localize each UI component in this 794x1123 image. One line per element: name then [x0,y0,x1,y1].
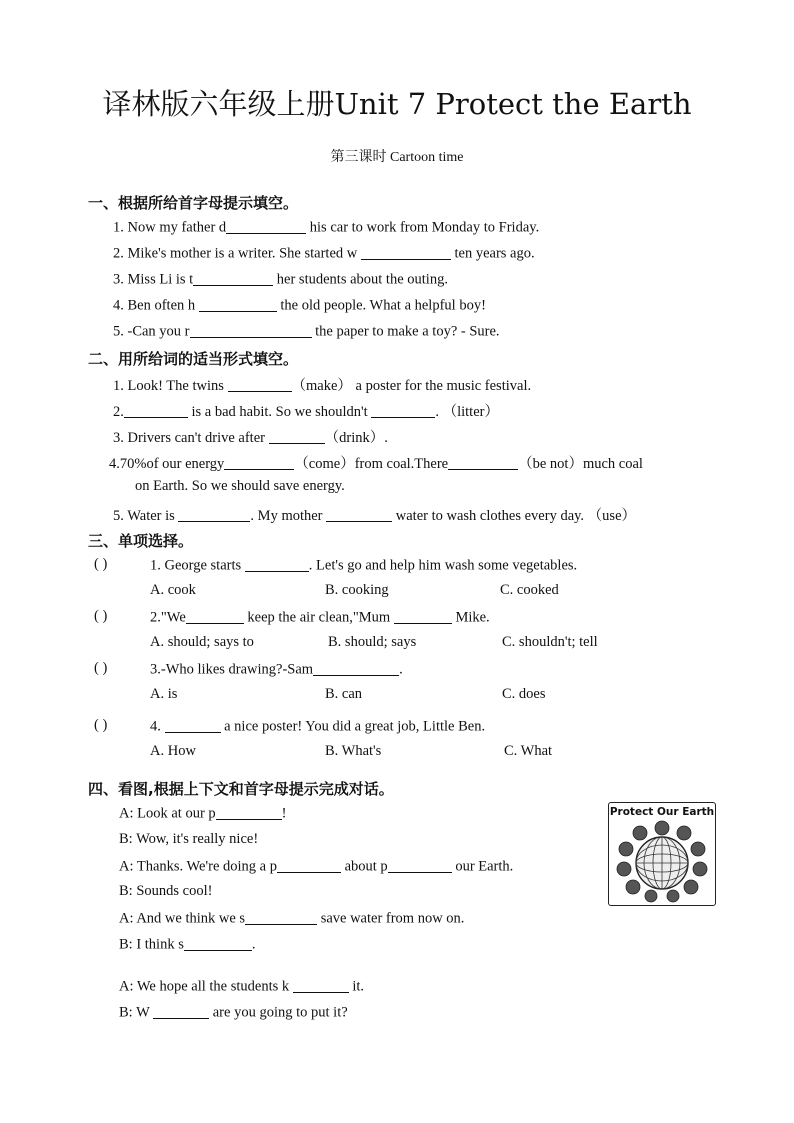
answer-blank[interactable] [361,244,451,260]
s3-q2-option-b[interactable]: B. should; says [328,634,417,650]
s3-q1-option-c[interactable]: C. cooked [500,582,559,598]
answer-blank [186,608,244,624]
answer-blank[interactable] [277,857,341,873]
s3-q2-option-c[interactable]: C. shouldn't; tell [502,634,598,650]
answer-blank[interactable] [199,296,277,312]
answer-paren[interactable]: ( ) [94,660,108,676]
answer-blank[interactable] [216,804,282,820]
dialog-line: B: W are you going to put it? [119,1004,348,1021]
s2-item-4: 4.70%of our energy （come）from coal.There （be not）much coal [109,456,643,472]
section-3-heading: 三、单项选择。 [88,532,194,550]
answer-blank[interactable] [193,270,273,286]
dialog-line: B: Wow, it's really nice! [119,831,259,847]
answer-blank[interactable] [153,1003,209,1019]
s2-item-5: 5. Water is . My mother water to wash clothes every day. （use） [113,508,637,524]
s3-q4-option-c[interactable]: C. What [504,743,553,759]
answer-blank[interactable] [228,377,292,393]
answer-blank[interactable] [269,429,325,445]
s3-q2-option-a[interactable]: A. should; says to [150,634,254,650]
dialog-line: A: Thanks. We're doing a p about p our Earth. [119,858,514,875]
section-1-heading: 一、根据所给首字母提示填空。 [88,194,299,212]
answer-blank[interactable] [371,403,435,419]
section-4-heading: 四、看图,根据上下文和首字母提示完成对话。 [88,780,394,798]
s3-question-2: 2."We keep the air clean,"Mum Mike. [150,609,490,626]
answer-blank[interactable] [184,935,252,951]
s3-question-1: 1. George starts . Let's go and help him wash some vegetables. [150,557,578,574]
section-2-heading: 二、用所给词的适当形式填空。 [88,350,299,368]
s3-q3-option-c[interactable]: C. does [502,686,546,702]
answer-blank[interactable] [245,909,317,925]
answer-blank[interactable] [388,857,452,873]
answer-blank[interactable] [326,507,392,523]
dialog-line: B: I think s . [119,936,256,953]
s3-question-4: 4. a nice poster! You did a great job, Little Ben. [150,718,486,735]
s3-q1-option-a[interactable]: A. cook [150,582,196,598]
s2-item-1: 1. Look! The twins （make） a poster for the music festival. [113,378,532,394]
s1-item-1: 1. Now my father d his car to work from Monday to Friday. [113,219,540,236]
s1-item-2: 2. Mike's mother is a writer. She started w ten years ago. [113,245,535,262]
s3-q1-option-b[interactable]: B. cooking [325,582,389,598]
dialog-line: A: We hope all the students k it. [119,978,365,995]
answer-paren[interactable]: ( ) [94,717,108,733]
s3-q3-option-b[interactable]: B. can [325,686,363,702]
s1-item-3: 3. Miss Li is t her students about the outing. [113,271,448,288]
answer-paren[interactable]: ( ) [94,608,108,624]
s3-q4-option-b[interactable]: B. What's [325,743,382,759]
s1-item-5: 5. -Can you r the paper to make a toy? - Sure. [113,323,500,340]
s1-item-4: 4. Ben often h the old people. What a helpful boy! [113,297,486,314]
poster-image [608,802,716,906]
answer-blank [313,660,399,676]
answer-paren[interactable]: ( ) [94,556,108,572]
answer-blank[interactable] [124,403,188,419]
s2-item-4-cont: on Earth. So we should save energy. [135,478,345,494]
s3-question-3: 3.-Who likes drawing?-Sam . [150,661,403,678]
s2-item-3: 3. Drivers can't drive after （drink）. [113,430,388,446]
answer-blank[interactable] [190,322,312,338]
answer-blank [394,608,452,624]
s3-q4-option-a[interactable]: A. How [150,743,196,759]
s3-q3-option-a[interactable]: A. is [150,686,178,702]
lesson-subtitle: 第三课时 Cartoon time [330,150,464,165]
dialog-line: B: Sounds cool! [119,883,213,899]
globe-with-trees-icon [613,819,711,903]
answer-blank[interactable] [448,455,518,471]
s2-item-2: 2. is a bad habit. So we shouldn't . （litter） [113,404,499,420]
answer-blank [245,556,309,572]
answer-blank[interactable] [224,455,294,471]
page-title: 译林版六年级上册Unit 7 Protect the Earth [102,87,692,121]
dialog-line: A: Look at our p ! [119,805,287,822]
answer-blank [165,717,221,733]
answer-blank[interactable] [178,507,250,523]
poster-title: Protect Our Earth [609,806,715,818]
dialog-line: A: And we think we s save water from now on. [119,910,465,927]
answer-blank[interactable] [293,977,349,993]
answer-blank[interactable] [226,218,306,234]
